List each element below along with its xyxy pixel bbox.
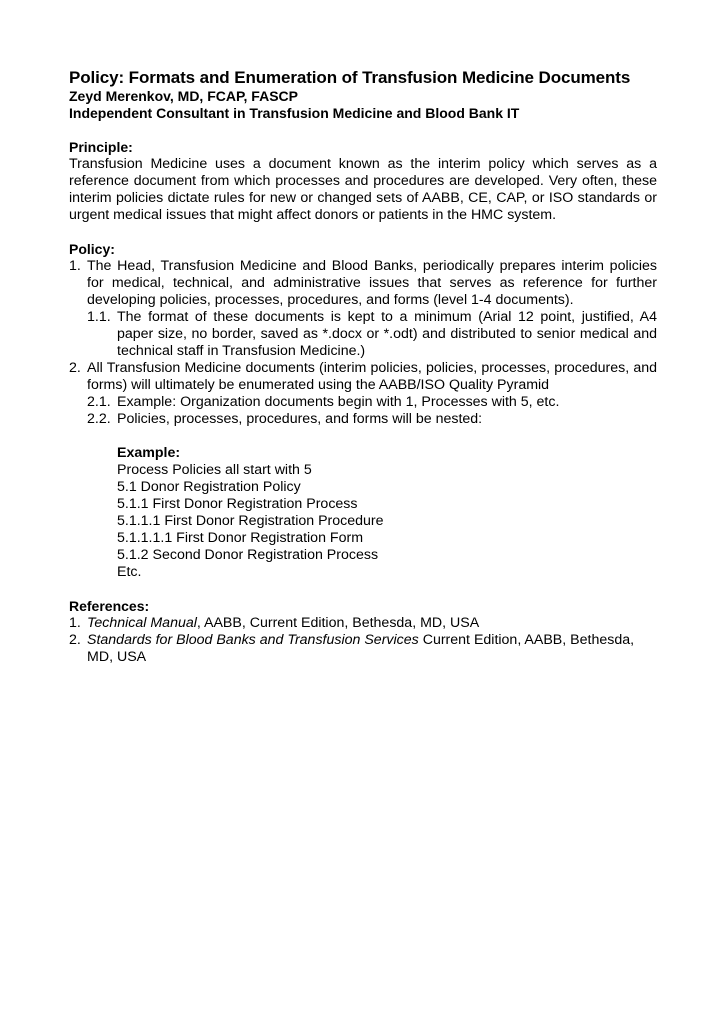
reference-item-1 (69, 615, 657, 632)
example-line: 5.1.1.1 First Donor Registration Procedure (117, 513, 384, 529)
example-line: 5.1 Donor Registration Policy (117, 479, 301, 495)
policy-subitem-text: Policies, processes, procedures, and forms will be nested: (117, 411, 483, 427)
principle-heading: Principle: (69, 139, 133, 155)
example-line: Etc. (117, 564, 142, 580)
list-number: 1. (69, 615, 81, 631)
policy-subitem-2-1 (69, 394, 657, 411)
reference-title: Technical Manual (87, 615, 197, 631)
list-number: 1. (69, 258, 81, 274)
policy-heading: Policy: (69, 241, 115, 257)
reference-details: , AABB, Current Edition, Bethesda, MD, USA (196, 615, 480, 631)
policy-subitem-text: Example: Organization documents begin with 1, Processes with 5, etc. (117, 394, 560, 410)
reference-title: Standards for Blood Banks and Transfusion Services (87, 632, 419, 648)
policy-subitem-2-2 (69, 411, 657, 428)
affiliation-line: Independent Consultant in Transfusion Medicine and Blood Bank IT (69, 105, 520, 121)
author-line: Zeyd Merenkov, MD, FCAP, FASCP (69, 88, 298, 104)
policy-item-2 (69, 360, 657, 394)
example-line: Process Policies all start with 5 (117, 462, 312, 478)
list-number: 2.1. (87, 394, 111, 410)
policy-item-1 (69, 258, 657, 309)
reference-item-2 (69, 632, 657, 666)
list-number: 2. (69, 632, 81, 648)
example-line: 5.1.1.1.1 First Donor Registration Form (117, 530, 364, 546)
list-number: 2.2. (87, 411, 111, 427)
example-line: 5.1.1 First Donor Registration Process (117, 496, 358, 512)
list-number: 2. (69, 360, 81, 376)
document-page (69, 68, 657, 666)
principle-text: Transfusion Medicine uses a document known as the interim policy which serves as a reference document from which processes and procedures are developed. Very often, these interim policies dictate rules for new or changed sets of AABB, CE, CAP, or ISO standards or urgent medical issues that might affect donors or patients in the HMC system. (69, 156, 657, 223)
example-heading: Example: (117, 445, 181, 461)
document-title: Policy: Formats and Enumeration of Transfusion Medicine Documents (69, 68, 631, 87)
example-line: 5.1.2 Second Donor Registration Process (117, 547, 379, 563)
example-block (69, 445, 657, 581)
policy-subitem-1-1 (69, 309, 657, 360)
policy-item-text: The Head, Transfusion Medicine and Blood Banks, periodically prepares interim policies for medical, technical, and administrative issues that serves as reference for further developing policies, processes, procedures, and forms (level 1-4 documents). (87, 258, 657, 308)
policy-subitem-text: The format of these documents is kept to a minimum (Arial 12 point, justified, A4 paper size, no border, saved as *.docx or *.odt) and distributed to senior medical and technical staff in Transfusion Medicine.) (117, 309, 657, 359)
list-number: 1.1. (87, 309, 111, 325)
reference-details: Current Edition, AABB, Bethesda, MD, USA (87, 632, 635, 665)
policy-item-text: All Transfusion Medicine documents (interim policies, policies, processes, procedures, and forms) will ultimately be enumerated using the AABB/ISO Quality Pyramid (87, 360, 657, 393)
references-heading: References: (69, 598, 150, 614)
